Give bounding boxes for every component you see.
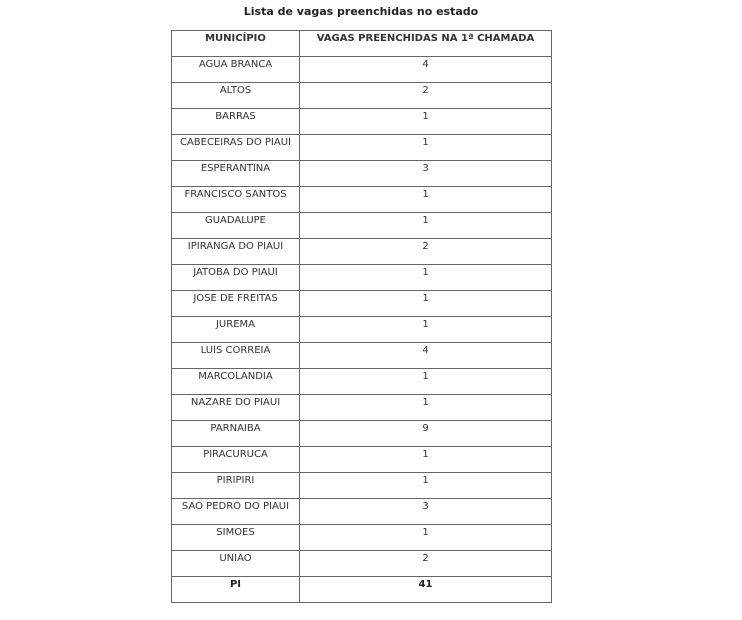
total-row (172, 577, 552, 603)
table-row (172, 551, 552, 577)
table-row (172, 109, 552, 135)
cell-municipio: ESPERANTINA (172, 161, 300, 187)
cell-municipio: PIRIPIRI (172, 473, 300, 499)
cell-municipio: CABECEIRAS DO PIAUI (172, 135, 300, 161)
cell-vagas: 1 (300, 213, 552, 239)
vacancies-table (171, 30, 552, 603)
cell-vagas: 1 (300, 265, 552, 291)
cell-vagas: 1 (300, 473, 552, 499)
cell-municipio: JOSE DE FREITAS (172, 291, 300, 317)
table-row (172, 473, 552, 499)
cell-municipio: ALTOS (172, 83, 300, 109)
cell-municipio: SAO PEDRO DO PIAUI (172, 499, 300, 525)
cell-municipio: NAZARE DO PIAUI (172, 395, 300, 421)
cell-vagas: 2 (300, 239, 552, 265)
cell-municipio: MARCOLANDIA (172, 369, 300, 395)
cell-vagas: 1 (300, 135, 552, 161)
cell-vagas: 2 (300, 551, 552, 577)
cell-vagas: 1 (300, 369, 552, 395)
cell-vagas: 1 (300, 525, 552, 551)
table-row (172, 187, 552, 213)
table-row (172, 161, 552, 187)
cell-municipio: GUADALUPE (172, 213, 300, 239)
table-row (172, 57, 552, 83)
total-value: 41 (300, 577, 552, 603)
header-municipio: MUNICÍPIO (172, 31, 300, 57)
cell-vagas: 1 (300, 187, 552, 213)
table-row (172, 525, 552, 551)
table-row (172, 83, 552, 109)
cell-vagas: 1 (300, 395, 552, 421)
cell-vagas: 1 (300, 291, 552, 317)
cell-municipio: BARRAS (172, 109, 300, 135)
total-label: PI (172, 577, 300, 603)
cell-municipio: IPIRANGA DO PIAUI (172, 239, 300, 265)
cell-municipio: UNIAO (172, 551, 300, 577)
table-row (172, 213, 552, 239)
table-row (172, 421, 552, 447)
cell-vagas: 3 (300, 161, 552, 187)
header-vagas: VAGAS PREENCHIDAS NA 1ª CHAMADA (300, 31, 552, 57)
table-row (172, 265, 552, 291)
cell-municipio: SIMOES (172, 525, 300, 551)
table-row (172, 343, 552, 369)
cell-municipio: JATOBA DO PIAUI (172, 265, 300, 291)
table-row (172, 135, 552, 161)
table-row (172, 317, 552, 343)
cell-vagas: 4 (300, 343, 552, 369)
cell-vagas: 4 (300, 57, 552, 83)
table-row (172, 239, 552, 265)
table-header-row (172, 31, 552, 57)
cell-vagas: 2 (300, 83, 552, 109)
cell-municipio: PARNAIBA (172, 421, 300, 447)
cell-municipio: AGUA BRANCA (172, 57, 300, 83)
table-row (172, 447, 552, 473)
cell-vagas: 1 (300, 447, 552, 473)
cell-municipio: JUREMA (172, 317, 300, 343)
page-title: Lista de vagas preenchidas no estado (243, 5, 479, 18)
cell-municipio: LUIS CORREIA (172, 343, 300, 369)
cell-municipio: PIRACURUCA (172, 447, 300, 473)
table-row (172, 395, 552, 421)
cell-vagas: 9 (300, 421, 552, 447)
cell-vagas: 1 (300, 317, 552, 343)
cell-vagas: 1 (300, 109, 552, 135)
cell-municipio: FRANCISCO SANTOS (172, 187, 300, 213)
cell-vagas: 3 (300, 499, 552, 525)
table-row (172, 291, 552, 317)
table-row (172, 499, 552, 525)
table-row (172, 369, 552, 395)
